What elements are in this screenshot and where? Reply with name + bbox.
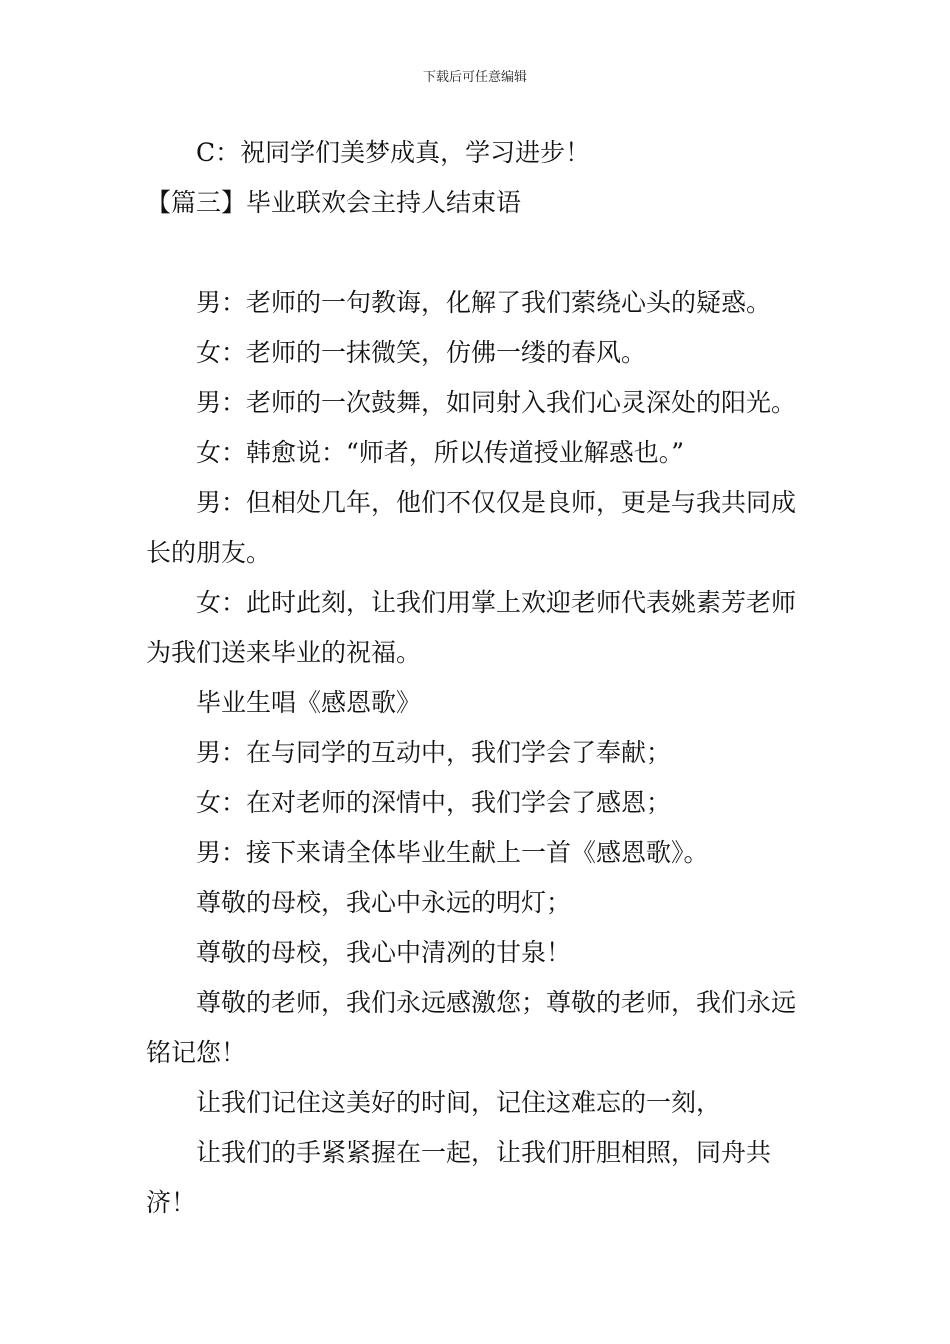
- paragraph: 让我们记住这美好的时间，记住这难忘的一刻，: [196, 1088, 722, 1117]
- paragraph: 男：但相处几年，他们不仅仅是良师，更是与我共同成长的朋友。: [146, 488, 797, 567]
- paragraph: 女：韩愈说：“师者，所以传道授业解惑也。”: [196, 438, 685, 467]
- paragraph: 男：老师的一次鼓舞，如同射入我们心灵深处的阳光。: [196, 388, 797, 417]
- paragraph: 尊敬的母校，我心中清冽的甘泉！: [196, 938, 572, 967]
- blank-line: [146, 228, 808, 278]
- document-body: [146, 128, 808, 1228]
- paragraph: 女：老师的一抹微笑，仿佛一缕的春风。: [196, 338, 647, 367]
- paragraph: 男：接下来请全体毕业生献上一首《感恩歌》。: [196, 838, 709, 867]
- page-header-note: 下载后可任意编辑: [422, 70, 527, 85]
- paragraph: 男：老师的一句教诲，化解了我们萦绕心头的疑惑。: [196, 288, 772, 317]
- paragraph: 女：在对老师的深情中，我们学会了感恩；: [196, 788, 672, 817]
- section-heading: 【篇三】毕业联欢会主持人结束语: [146, 188, 522, 217]
- paragraph: 尊敬的母校，我心中永远的明灯；: [196, 888, 572, 917]
- paragraph-closing-wish: C：祝同学们美梦成真，学习进步！: [196, 138, 591, 167]
- paragraph: 毕业生唱《感恩歌》: [196, 688, 422, 717]
- paragraph: 男：在与同学的互动中，我们学会了奉献；: [196, 738, 672, 767]
- paragraph: 女：此时此刻，让我们用掌上欢迎老师代表姚素芳老师为我们送来毕业的祝福。: [146, 588, 797, 667]
- paragraph: 尊敬的老师，我们永远感激您；尊敬的老师，我们永远铭记您！: [146, 988, 797, 1067]
- paragraph: 让我们的手紧紧握在一起，让我们肝胆相照，同舟共济！: [146, 1138, 772, 1217]
